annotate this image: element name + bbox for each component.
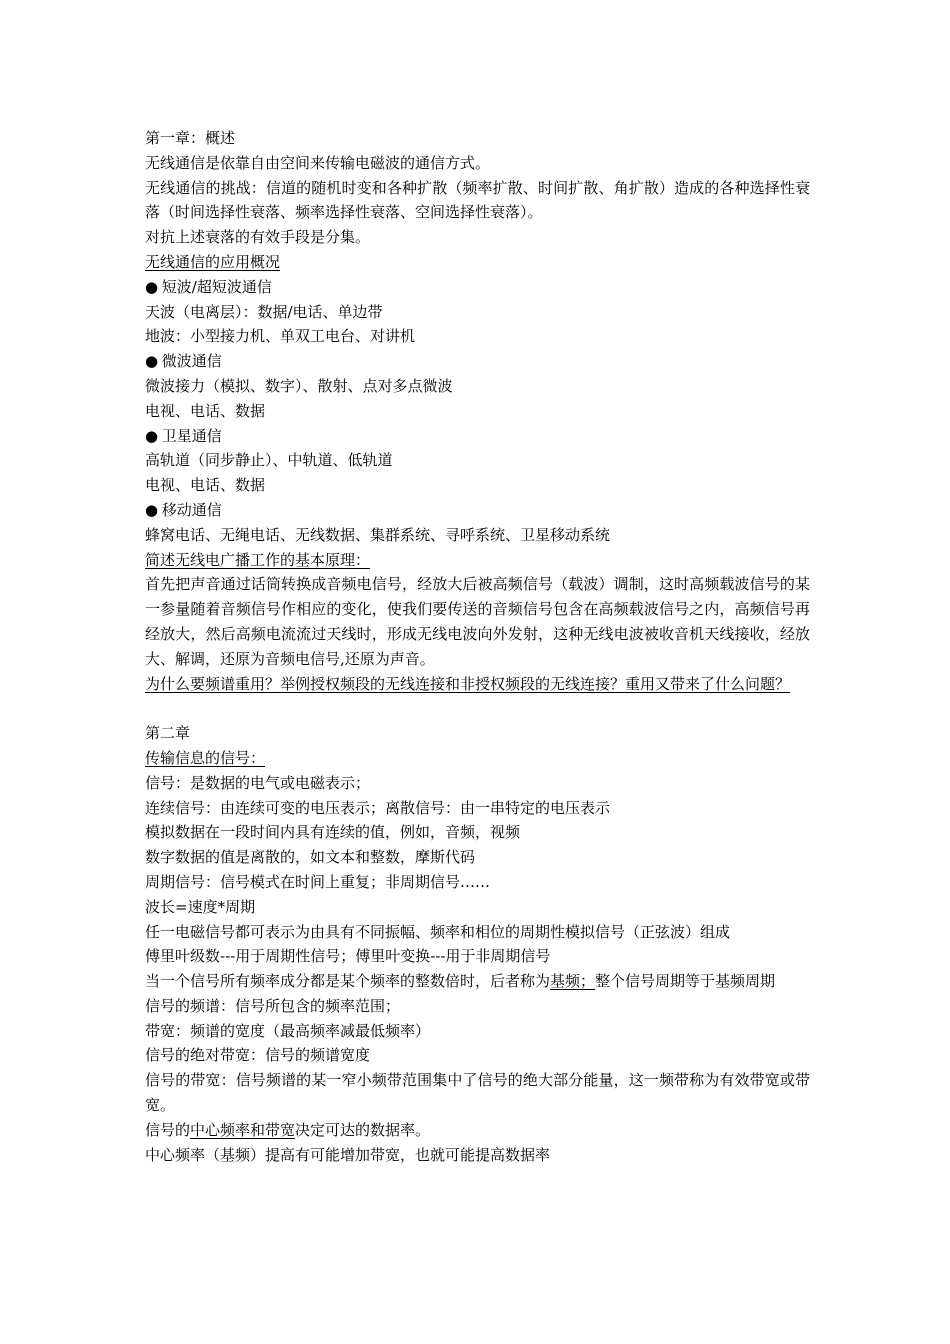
paragraph: 电视、电话、数据 — [145, 401, 266, 420]
bullet-icon: ● — [145, 426, 159, 445]
bullet-item: ● 移动通信 — [145, 498, 810, 523]
paragraph: 信号的绝对带宽：信号的频谱宽度 — [145, 1046, 371, 1065]
paragraph: 当一个信号所有频率成分都是某个频率的整数倍时，后者称为基频；整个信号周期等于基频周期 — [145, 972, 776, 991]
paragraph: 无线通信的挑战：信道的随机时变和各种扩散（频率扩散、时间扩散、角扩散）造成的各种选择性衰落（时间选择性衰落、频率选择性衰落、空间选择性衰落）。 — [145, 178, 810, 222]
chapter-2-title: 第二章 — [145, 724, 191, 743]
paragraph: 电视、电话、数据 — [145, 476, 266, 495]
bullet-icon: ● — [145, 277, 159, 296]
bullet-icon: ● — [145, 352, 159, 371]
paragraph: 微波接力（模拟、数字）、散射、点对多点微波 — [145, 376, 453, 395]
paragraph: 无线通信是依靠自由空间来传输电磁波的通信方式。 — [145, 153, 491, 172]
bullet-item: ● 微波通信 — [145, 349, 810, 374]
paragraph: 信号的中心频率和带宽决定可达的数据率。 — [145, 1120, 431, 1139]
paragraph: 数字数据的值是离散的，如文本和整数，摩斯代码 — [145, 848, 476, 867]
section-heading-applications: 无线通信的应用概况 — [145, 252, 281, 271]
paragraph: 首先把声音通过话筒转换成音频电信号，经放大后被高频信号（载波）调制，这时高频载波信号的某一参量随着音频信号作相应的变化，使我们要传送的音频信号包含在高频载波信号之内，高频信号再经放大，然后高频电流流过天线时，形成无线电波向外发射，这种无线电波被收音机天线接收，经放大、解调，还原为音频电信号,还原为声音。 — [145, 575, 810, 668]
paragraph: 对抗上述衰落的有效手段是分集。 — [145, 228, 371, 247]
paragraph: 傅里叶级数---用于周期性信号；傅里叶变换---用于非周期信号 — [145, 947, 551, 966]
paragraph: 信号的带宽：信号频谱的某一窄小频带范围集中了信号的绝大部分能量，这一频带称为有效带宽或带宽。 — [145, 1071, 810, 1115]
paragraph: 波长=速度*周期 — [145, 897, 256, 916]
paragraph: 高轨道（同步静止）、中轨道、低轨道 — [145, 451, 393, 470]
spacer — [145, 696, 810, 721]
paragraph: 天波（电离层）：数据/电话、单边带 — [145, 302, 383, 321]
paragraph: 任一电磁信号都可表示为由具有不同振幅、频率和相位的周期性模拟信号（正弦波）组成 — [145, 922, 731, 941]
section-heading-radio: 简述无线电广播工作的基本原理： — [145, 550, 371, 569]
chapter-1-title: 第一章：概述 — [145, 129, 236, 147]
document-page — [145, 126, 810, 1167]
paragraph: 连续信号：由连续可变的电压表示；离散信号：由一串特定的电压表示 — [145, 798, 611, 817]
fundamental-frequency-term: 基频； — [550, 972, 596, 991]
paragraph: 模拟数据在一段时间内具有连续的值，例如，音频，视频 — [145, 823, 521, 842]
center-frequency-bandwidth-term: 中心频率和带宽 — [190, 1120, 296, 1139]
bullet-icon: ● — [145, 500, 159, 519]
paragraph: 带宽：频谱的宽度（最高频率减最低频率） — [145, 1021, 431, 1040]
paragraph: 蜂窝电话、无绳电话、无线数据、集群系统、寻呼系统、卫星移动系统 — [145, 525, 611, 544]
paragraph: 信号的频谱：信号所包含的频率范围； — [145, 996, 401, 1015]
question-spectrum-reuse: 为什么要频谱重用？举例授权频段的无线连接和非授权频段的无线连接？重用又带来了什么问题？ — [145, 674, 791, 693]
paragraph: 信号：是数据的电气或电磁表示； — [145, 773, 371, 792]
bullet-item: ● 卫星通信 — [145, 424, 810, 449]
paragraph: 周期信号：信号模式在时间上重复；非周期信号…… — [145, 872, 491, 891]
paragraph: 地波：小型接力机、单双工电台、对讲机 — [145, 327, 416, 346]
bullet-item: ● 短波/超短波通信 — [145, 275, 810, 300]
section-heading-signal: 传输信息的信号： — [145, 748, 266, 767]
paragraph: 中心频率（基频）提高有可能增加带宽，也就可能提高数据率 — [145, 1145, 551, 1164]
